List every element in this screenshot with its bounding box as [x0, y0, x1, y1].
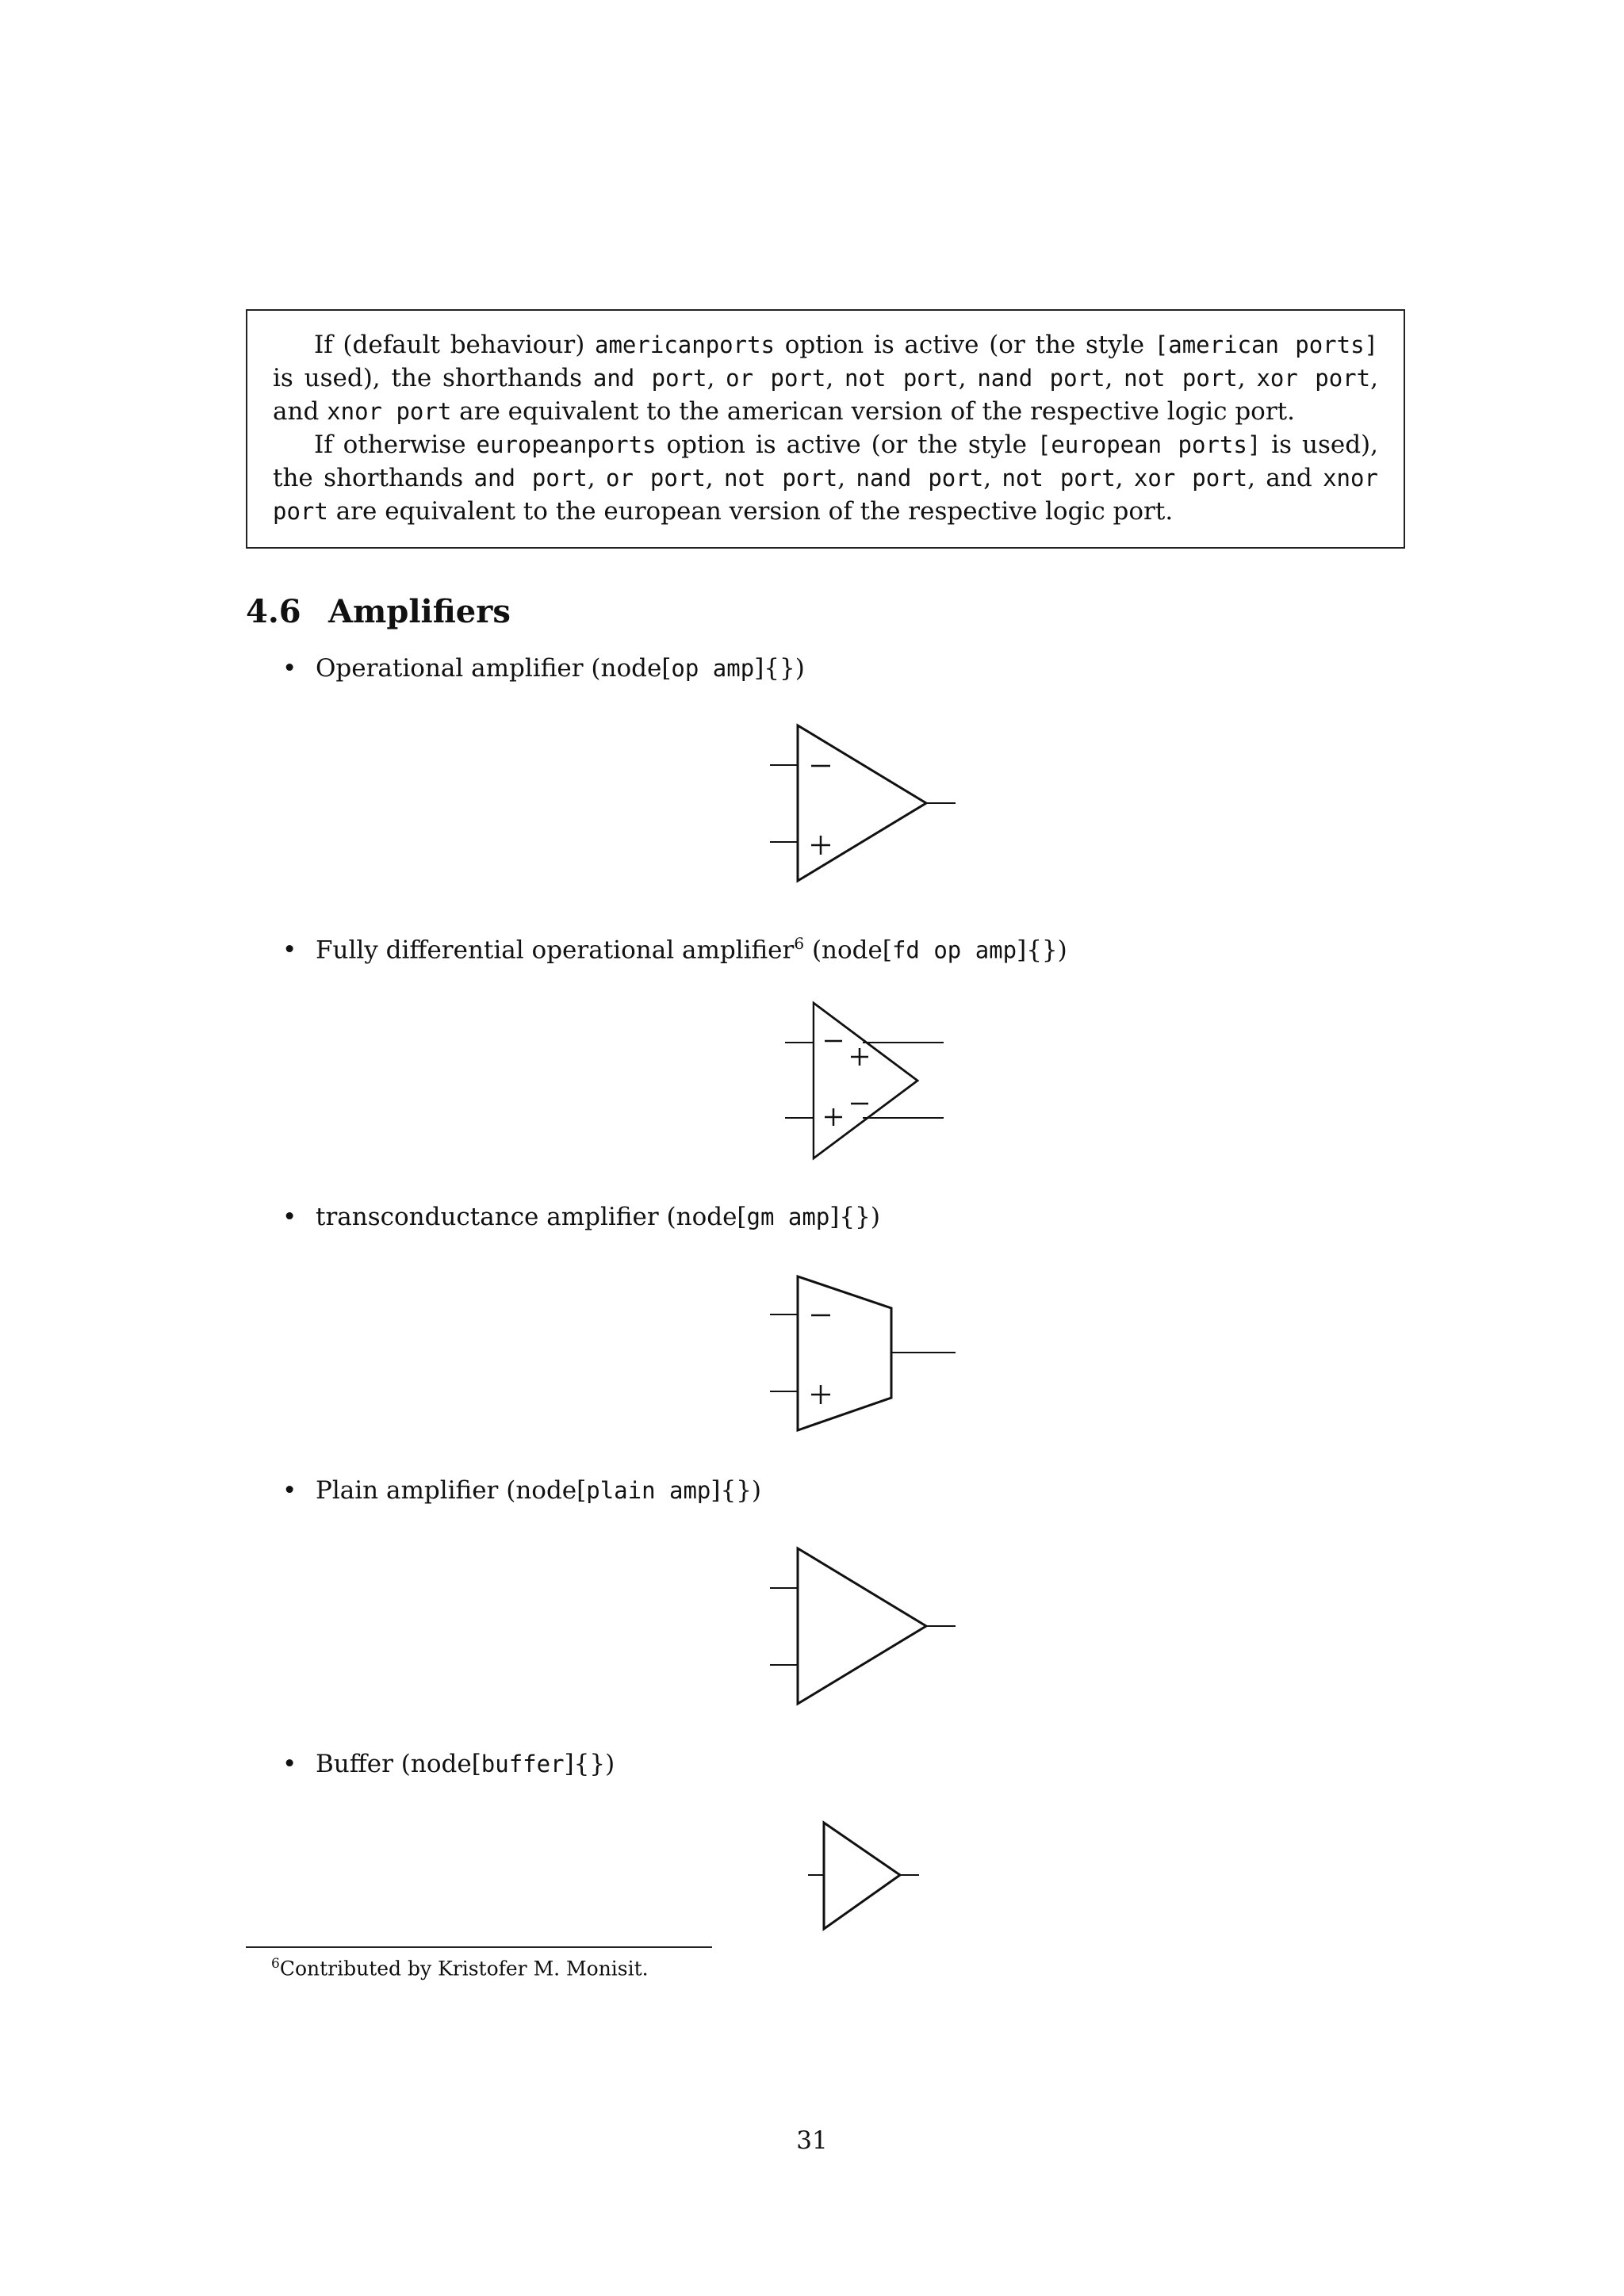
- code-plain-amp: plain amp: [586, 1477, 711, 1504]
- code-op-amp: op amp: [671, 655, 755, 682]
- section-title: Amplifiers: [328, 593, 511, 630]
- code-europeanports: europeanports: [476, 431, 657, 458]
- op-amp-symbol: [768, 725, 958, 884]
- footnote-mark: 6: [794, 934, 805, 953]
- list-item-buffer: • Buffer (node[buffer]{}): [282, 1750, 615, 1778]
- footnote-rule: [246, 1946, 712, 1948]
- list-item-op-amp: • Operational amplifier (node[op amp]{}): [282, 654, 805, 683]
- code-gm-amp: gm amp: [746, 1203, 830, 1230]
- code-buffer: buffer: [481, 1751, 565, 1777]
- note-box: [246, 309, 1405, 549]
- list-item-plain-amp: • Plain amplifier (node[plain amp]{}): [282, 1476, 762, 1505]
- code-european-ports-style: [european ports]: [1036, 431, 1262, 458]
- buffer-symbol: [806, 1820, 925, 1938]
- note-paragraph-1: If (default behaviour) americanports option is active (or the style [american ports] is used), the shorthands and port, or port, not port, nand port, not port, xor port, and xnor port are equivalent to the american version of the respective logic port.: [273, 331, 1378, 426]
- code-fd-op-amp: fd op amp: [891, 936, 1017, 964]
- list-item-gm-amp: • transconductance amplifier (node[gm amp]{}): [282, 1203, 880, 1231]
- plain-amp-symbol: [768, 1548, 958, 1707]
- code-americanports: americanports: [595, 331, 775, 358]
- page-number: 31: [796, 2126, 828, 2155]
- code-american-ports-style: [american ports]: [1154, 331, 1378, 358]
- fd-op-amp-symbol: [783, 1001, 942, 1160]
- note-paragraph-2: If otherwise europeanports option is active (or the style [european ports] is used), the shorthands and port, or port, not port, nand port, not port, xor port, and xnor port are equivalent to the european version of the respective logic port.: [273, 430, 1378, 526]
- gm-amp-symbol: [768, 1275, 958, 1433]
- section-heading: [246, 593, 511, 630]
- list-item-fd-op-amp: • Fully differential operational amplifier$^6$ (node[fd op amp]{}): [282, 934, 1067, 965]
- footnote: $^6$Contributed by Kristofer M. Monisit.: [271, 1956, 649, 1980]
- section-number: 4.6: [246, 593, 301, 630]
